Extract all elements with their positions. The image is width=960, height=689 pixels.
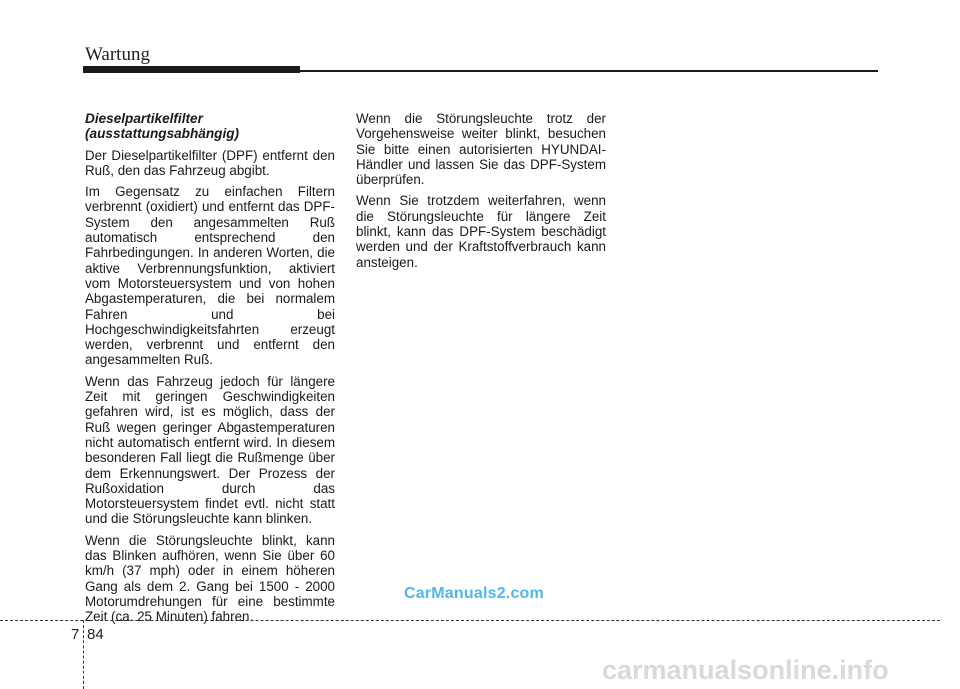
paragraph: Wenn die Störungsleuchte blinkt, kann das Blinken aufhören, wenn Sie über 60 km/h (37 mph) oder in einem höheren Gang als dem 2. Gang bei 1500 - 2000 Motorumdrehungen für eine bestimmte Zeit (ca. 25 Minuten) fahren. bbox=[85, 532, 335, 625]
footer-vertical-divider bbox=[83, 620, 84, 689]
page-section-title: Wartung bbox=[85, 44, 150, 65]
chapter-number: 7 bbox=[71, 626, 80, 643]
paragraph: Im Gegensatz zu einfachen Filtern verbrennt (oxidiert) und entfernt das DPF-System den angesammelten Ruß automatisch entsprechend den Fahrbedingungen. In anderen Worten, die aktive Verbrennungsfunktion, aktiviert vom Motorsteuersystem und von hohen Abgastemperaturen, die bei normalem Fahren und bei Hochgeschwindigkeitsfahrten erzeugt werden, verbrennt und entfernt den angesammelten Ruß. bbox=[85, 184, 335, 368]
header-rule-thin bbox=[300, 70, 878, 72]
footer-divider bbox=[0, 620, 940, 621]
watermark-carmanuals2: CarManuals2.com bbox=[404, 585, 544, 602]
watermark-carmanualsonline: carmanualsonline.info bbox=[602, 655, 889, 685]
right-column bbox=[356, 111, 606, 276]
left-column bbox=[85, 111, 335, 631]
paragraph: Wenn Sie trotzdem weiterfahren, wenn die Störungsleuchte für längere Zeit blinkt, kann das DPF-System beschädigt werden und der Kraftstoffverbrauch kann ansteigen. bbox=[356, 193, 606, 270]
section-heading: Dieselpartikelfilter (ausstattungsabhängig) bbox=[85, 111, 240, 142]
page-number: 84 bbox=[87, 626, 104, 643]
paragraph: Wenn die Störungsleuchte trotz der Vorgehensweise weiter blinkt, besuchen Sie bitte einen autorisierten HYUNDAI-Händler und lassen Sie das DPF-System überprüfen. bbox=[356, 111, 606, 188]
paragraph: Wenn das Fahrzeug jedoch für längere Zeit mit geringen Geschwindigkeiten gefahren wird, ist es möglich, dass der Ruß wegen geringer Abgastemperaturen nicht automatisch entfernt wird. In diesem besonderen Fall liegt die Rußmenge über dem Erkennungswert. Der Prozess der Rußoxidation durch das Motorsteuersystem findet evtl. nicht statt und die Störungsleuchte kann blinken. bbox=[85, 373, 335, 527]
header-rule-thick bbox=[83, 66, 300, 73]
paragraph: Der Dieselpartikelfilter (DPF) entfernt den Ruß, den das Fahrzeug abgibt. bbox=[85, 147, 335, 178]
